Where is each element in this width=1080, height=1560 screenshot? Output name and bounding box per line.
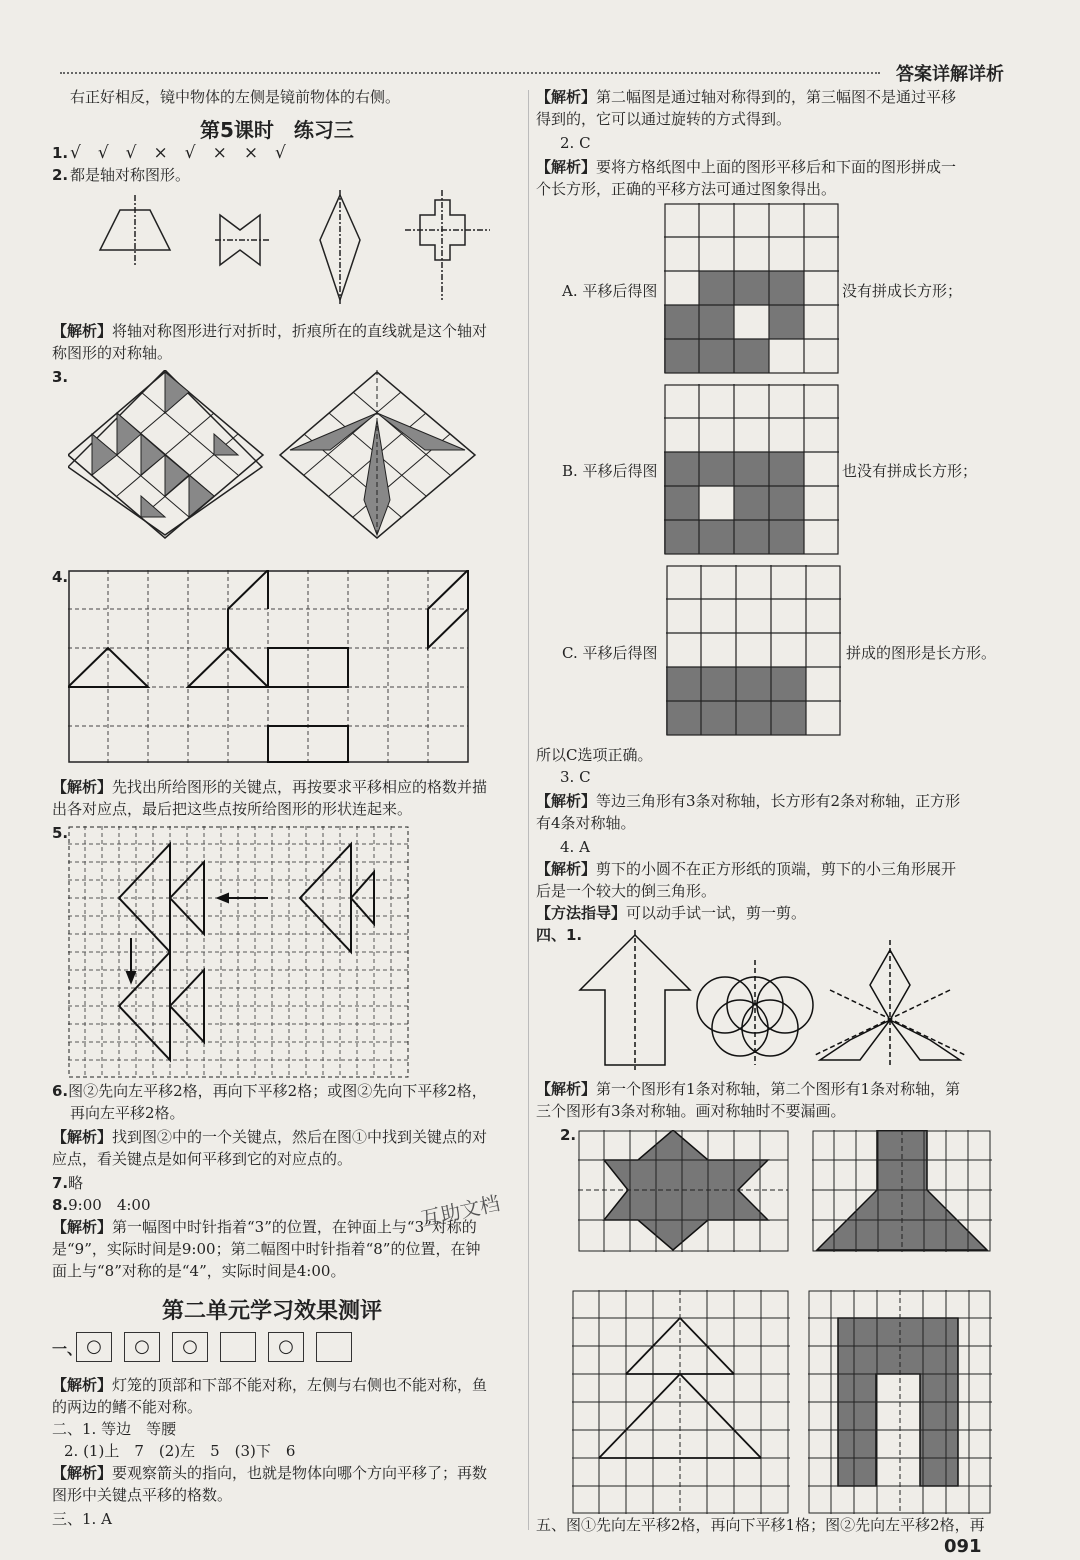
r-analysis2-line1: 【解析】要将方格纸图中上面的图形平移后和下面的图形拼成一 bbox=[536, 158, 957, 176]
p2-line2: 2. (1)上 7 (2)左 5 (3)下 6 bbox=[64, 1442, 296, 1460]
option-c-note: 拼成的图形是长方形。 bbox=[846, 644, 997, 662]
option-a-note: 没有拼成长方形； bbox=[842, 282, 963, 300]
r-analysis3-line1: 【解析】等边三角形有3条对称轴，长方形有2条对称轴，正方形 bbox=[536, 792, 961, 810]
r-line2: 得到的，它可以通过旋转的方式得到。 bbox=[536, 110, 792, 128]
q8-line: 8.9:00 4:00 bbox=[52, 1196, 151, 1214]
answer-box bbox=[316, 1332, 352, 1362]
unit-title: 第二单元学习效果测评 bbox=[162, 1299, 383, 1324]
p3-line1: 三、1. A bbox=[52, 1510, 112, 1528]
header-title: 答案详解详析 bbox=[896, 64, 1004, 85]
s4-q2-number: 2. bbox=[560, 1126, 577, 1144]
watermark-stamp: 互助文档 bbox=[418, 1190, 502, 1232]
q2-number: 2. bbox=[52, 166, 69, 184]
q4-analysis-line2: 出各对应点，最后把这些点按所给图形的形状连起来。 bbox=[52, 800, 413, 818]
q1-number: 1. bbox=[52, 144, 69, 162]
option-c-grid bbox=[666, 565, 842, 737]
q4-number: 4. bbox=[52, 568, 69, 586]
r-q2: 2. C bbox=[560, 134, 591, 152]
q6-line1: 6.图②先向左平移2格，再向下平移2格；或图②先向下平移2格， bbox=[52, 1082, 487, 1100]
q6-analysis-line1: 【解析】找到图②中的一个关键点，然后在图①中找到关键点的对 bbox=[52, 1128, 488, 1146]
q2-analysis-line2: 称图形的对称轴。 bbox=[52, 344, 173, 362]
option-b-note: 也没有拼成长方形； bbox=[842, 462, 978, 480]
r-q4: 4. A bbox=[560, 838, 590, 856]
p1-answer-boxes bbox=[76, 1332, 364, 1362]
s4-q2-grid3 bbox=[572, 1290, 790, 1516]
answer-box: ○ bbox=[172, 1332, 208, 1362]
q7-line: 7.略 bbox=[52, 1174, 84, 1192]
p1-analysis-line2: 的两边的鳍不能对称。 bbox=[52, 1398, 203, 1416]
q2-analysis-line1: 【解析】将轴对称图形进行对折时，折痕所在的直线就是这个轴对 bbox=[52, 322, 488, 340]
s4-symmetry-figures bbox=[570, 930, 990, 1070]
q6-analysis-line2: 应点，看关键点是如何平移到它的对应点的。 bbox=[52, 1150, 353, 1168]
option-a-grid bbox=[664, 203, 840, 375]
q4-translation-grid bbox=[68, 570, 470, 765]
p2-line1: 二、1. 等边 等腰 bbox=[52, 1420, 177, 1438]
q4-analysis-line1: 【解析】先找出所给图形的关键点，再按要求平移相应的格数并描 bbox=[52, 778, 488, 796]
s5-line: 五、图①先向左平移2格，再向下平移1格；图②先向左平移2格，再 bbox=[536, 1516, 985, 1534]
page-number: 091 bbox=[944, 1536, 982, 1557]
r-q3: 3. C bbox=[560, 768, 591, 786]
r-analysis4-line2: 后是一个较大的倒三角形。 bbox=[536, 882, 717, 900]
s4-number: 四、1. bbox=[536, 926, 583, 944]
s4-analysis-line2: 三个图形有3条对称轴。画对称轴时不要漏画。 bbox=[536, 1102, 846, 1120]
q1-answer: √ √ √ × √ × × √ bbox=[70, 143, 286, 163]
answer-box: ○ bbox=[124, 1332, 160, 1362]
p2-analysis-line2: 图形中关键点平移的格数。 bbox=[52, 1486, 233, 1504]
section-title: 第5课时 练习三 bbox=[200, 118, 354, 142]
option-b-label: B. 平移后得图 bbox=[562, 462, 658, 480]
q6-line2: 再向左平移2格。 bbox=[70, 1104, 185, 1122]
r-summary: 所以C选项正确。 bbox=[536, 746, 653, 764]
q5-translation-grid bbox=[68, 826, 410, 1080]
r-analysis4-line1: 【解析】剪下的小圆不在正方形纸的顶端，剪下的小三角形展开 bbox=[536, 860, 957, 878]
q3-number: 3. bbox=[52, 368, 69, 386]
p1-analysis-line1: 【解析】灯笼的顶部和下部不能对称，左侧与右侧也不能对称，鱼 bbox=[52, 1376, 488, 1394]
header-rule bbox=[60, 72, 880, 74]
s4-q2-grid4 bbox=[808, 1290, 992, 1516]
q2-symmetric-figures bbox=[95, 190, 495, 310]
option-c-label: C. 平移后得图 bbox=[562, 644, 658, 662]
answer-box: ○ bbox=[268, 1332, 304, 1362]
answer-box bbox=[220, 1332, 256, 1362]
q8-analysis-line3: 面上与“8”对称的是“4”，实际时间是4:00。 bbox=[52, 1262, 346, 1280]
q8-analysis-line2: 是“9”，实际时间是9:00；第二幅图中时针指着“8”的位置，在钟 bbox=[52, 1240, 481, 1258]
s4-q2-grid2 bbox=[812, 1130, 992, 1254]
s4-q2-grid1 bbox=[578, 1130, 790, 1254]
analysis-label: 【解析】 bbox=[52, 322, 113, 340]
intro-line: 右正好相反，镜中物体的左侧是镜前物体的右侧。 bbox=[70, 88, 401, 106]
option-a-label: A. 平移后得图 bbox=[562, 282, 658, 300]
r-analysis3-line2: 有4条对称轴。 bbox=[536, 814, 636, 832]
method-guide: 【方法指导】可以动手试一试，剪一剪。 bbox=[536, 904, 807, 922]
s4-analysis-line1: 【解析】第一个图形有1条对称轴，第二个图形有1条对称轴，第 bbox=[536, 1080, 961, 1098]
q5-number: 5. bbox=[52, 824, 69, 842]
p1-number: 一、 bbox=[52, 1340, 83, 1358]
column-divider bbox=[528, 90, 529, 1530]
option-b-grid bbox=[664, 384, 840, 556]
r-analysis2-line2: 个长方形，正确的平移方法可通过图象得出。 bbox=[536, 180, 837, 198]
r-analysis-line1: 【解析】第二幅图是通过轴对称得到的，第三幅图不是通过平移 bbox=[536, 88, 957, 106]
q3-diamond-grids bbox=[68, 370, 488, 540]
p2-analysis-line1: 【解析】要观察箭头的指向，也就是物体向哪个方向平移了；再数 bbox=[52, 1464, 488, 1482]
q8-analysis-line1: 【解析】第一幅图中时针指着“3”的位置，在钟面上与“3”对称的 bbox=[52, 1218, 477, 1236]
q2-text: 都是轴对称图形。 bbox=[70, 166, 191, 184]
answer-box: ○ bbox=[76, 1332, 112, 1362]
